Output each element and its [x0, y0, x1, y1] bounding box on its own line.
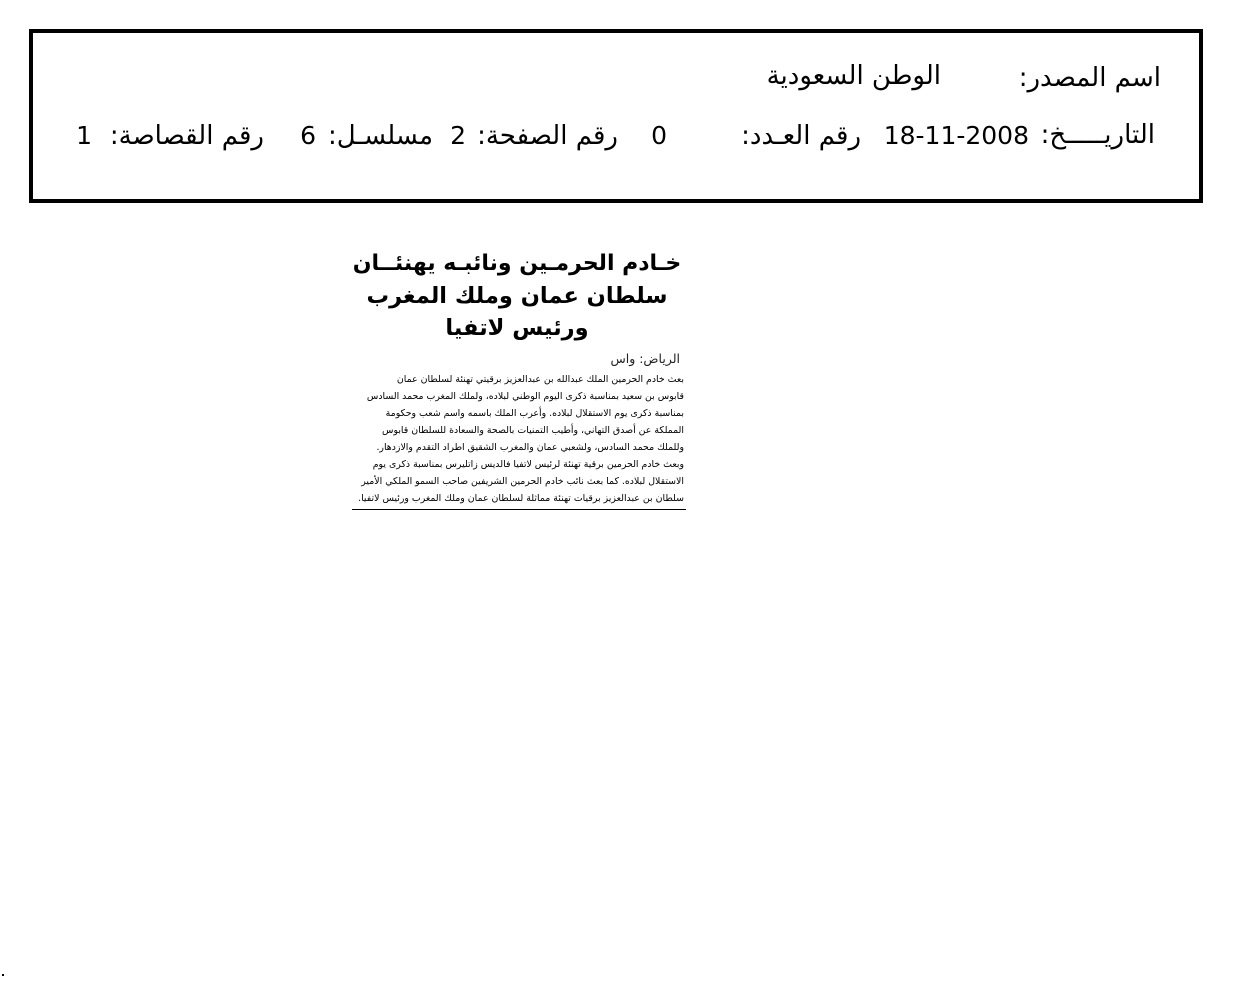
issue-value: 0 — [651, 121, 667, 150]
news-article-clipping — [348, 248, 686, 510]
article-body-line: بعث خادم الحرمين الملك عبدالله بن عبدالعزيز برقيتي تهنئة لسلطان عمان — [396, 374, 684, 385]
article-body-line: وبعث خادم الحرمين برقية تهنئة لرئيس لاتفيا فالديس زاتليرس بمناسبة ذكرى يوم — [372, 459, 684, 470]
page-label: رقم الصفحة: — [477, 121, 618, 151]
article-body-line: سلطان بن عبدالعزيز برقيات تهنئة مماثلة لسلطان عمان وملك المغرب ورئيس لاتفيا. — [358, 493, 684, 504]
article-bottom-rule — [352, 509, 686, 510]
date-label: التاريـــــخ: — [1040, 120, 1155, 150]
date-value: 18-11-2008 — [883, 121, 1029, 150]
article-body — [348, 371, 686, 507]
article-headline-line-2: سلطان عمان وملك المغرب ورئيس لاتفيا — [366, 283, 668, 341]
article-body-line: قابوس بن سعيد بمناسبة ذكرى اليوم الوطني لبلاده، ولملك المغرب محمد السادس — [366, 391, 684, 402]
serial-label: مسلسـل: — [328, 121, 433, 151]
clipping-header-box — [29, 29, 1203, 203]
clip-value: 1 — [76, 121, 92, 150]
serial-value: 6 — [300, 121, 316, 150]
page-value: 2 — [450, 121, 466, 150]
article-body-line: بمناسبة ذكرى يوم الاستقلال لبلاده. وأعرب الملك باسمه واسم شعب وحكومة — [385, 408, 684, 419]
article-headline-line-1: خـادم الحرمـين ونائبـه يهنئــان — [352, 251, 682, 276]
clip-label: رقم القصاصة: — [109, 121, 264, 151]
scan-speck — [2, 974, 4, 976]
article-body-line: الاستقلال لبلاده. كما بعث نائب خادم الحرمين الشريفين صاحب السمو الملكي الأمير — [361, 476, 684, 487]
issue-label: رقم العـدد: — [741, 121, 861, 151]
article-body-line: وللملك محمد السادس، ولشعبي عمان والمغرب الشقيق اطراد التقدم والازدهار. — [376, 442, 684, 453]
article-body-line: المملكة عن أصدق التهاني، وأطيب التمنيات بالصحة والسعادة للسلطان قابوس — [382, 425, 684, 436]
source-label: اسم المصدر: — [1018, 63, 1161, 93]
source-value: الوطن السعودية — [766, 61, 941, 91]
article-dateline: الرياض: واس — [610, 351, 680, 366]
